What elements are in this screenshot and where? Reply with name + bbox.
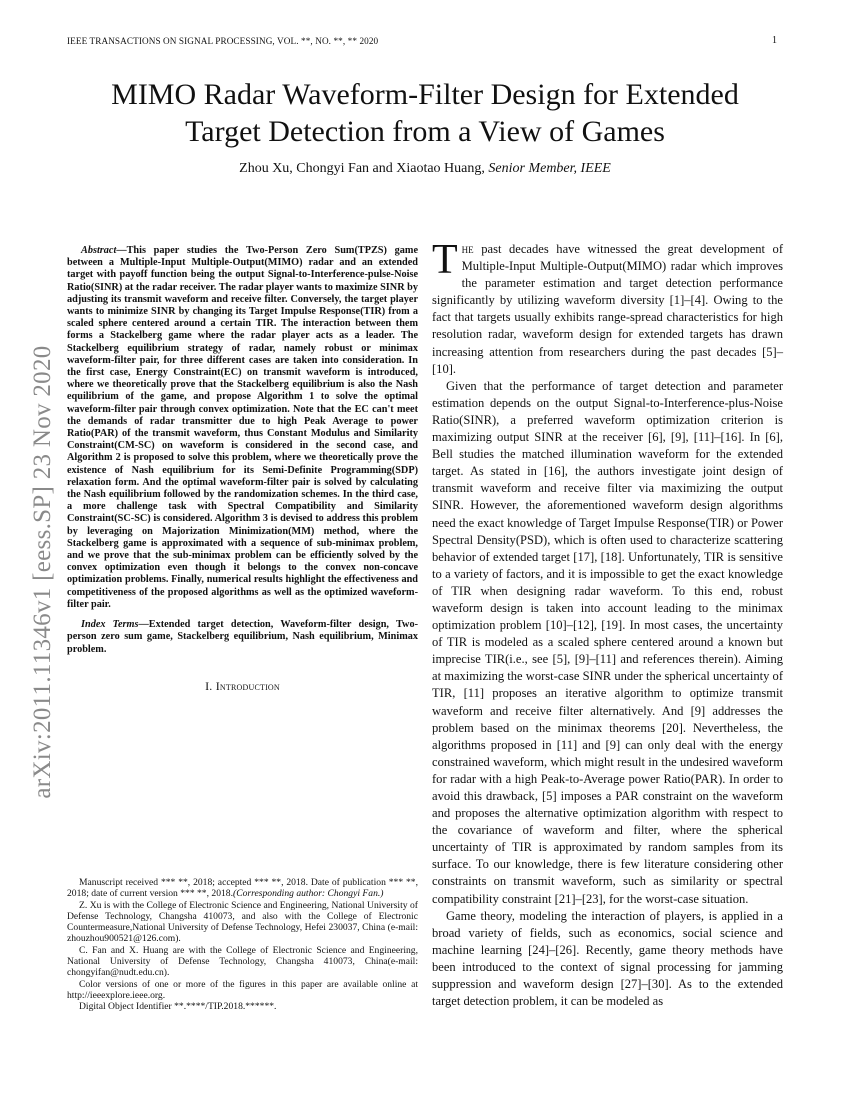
- author-list: [40, 161, 810, 177]
- section-number: I.: [205, 678, 216, 693]
- section-heading: [67, 679, 418, 694]
- intro-paragraph-3: Game theory, modeling the interaction of players, is applied in a broad variety of fields, such as economics, social science and machine learning [24]–[26]. Recently, game theory methods have been introduced to the context of signal processing for jamming suppression and waveform design [27]–[30]. As to the extended target detection problem, it can be modeled as: [432, 908, 783, 1009]
- footnote-corresponding: (Corresponding author: Chongyi Fan.): [233, 888, 384, 900]
- abstract-text: —This paper studies the Two-Person Zero Sum(TPZS) game between a Multiple-Input Multiple-Output(MIMO) radar and an extended target with payoff function being the output Signal-to-Interference-pulse-Noise Ratio(SINR) at the radar receiver. The radar player wants to maximize SINR by adjusting its transmit waveform and receive filter. Conversely, the target player wants to minimize SINR by changing its Target Impulse Response(TIR) from a scaled sphere centered around a certain TIR. The interaction between them forms a Stackelberg game where the radar player acts as a leader. The Stackelberg equilibrium strategy of radar, namely robust or minimax waveform-filter pair, for three different cases are taken into consideration. In the first case, Energy Constraint(EC) on transmit waveform is introduced, where we theoretically prove that the Stackelberg equilibrium is also the Nash equilibrium of the game, and propose Algorithm 1 to solve the optimal waveform-filter pair through convex optimization. Note that the EC can't meet the demands of radar transmitter due to high Peak Average to power Ratio(PAR) of the transmit waveform, thus Constant Modulus and Similarity Constraint(CM-SC) on waveform is considered in the second case, and Algorithm 2 is proposed to solve this problem, where we theoretically prove the existence of Nash equilibrium for its Semi-Definite Programming(SDP) relaxation form. And the optimal waveform-filter pair is solved by calculating the Nash equilibrium followed by the randomization schemes. In the third case, a more challenge task with Spectral Compatibility and Similarity Constraint(SC-SC) is considered. Algorithm 3 is devised to address this problem by leveraging on Majorization Minimization(MM) method, where the Stackelberg game is approximated with a sequence of sub-minimax problem, and we prove that the sub-minimax problem can be efficiently solved by the convex optimization even though it belongs to the convex non-concave optimization problems. Finally, numerical results highlight the effectiveness and competitiveness of the proposed algorithms as well as the optimized waveform-filter pair.: [67, 245, 418, 610]
- footnote-manuscript: Manuscript received *** **, 2018; accepted *** **, 2018. Date of publication *** **, 2018; date of current version *** **, 2018.(Corresponding author: Chongyi Fan.): [67, 877, 418, 900]
- right-column: [432, 237, 783, 1010]
- page-number: 1: [772, 35, 777, 46]
- section-title: Introduction: [215, 678, 280, 693]
- intro-paragraph-1: The past decades have witnessed the great development of Multiple-Input Multiple-Output(MIMO) radar which improves the parameter estimation and target detection performance significantly by utilizing waveform diversity [1]–[4]. Owing to the fact that targets usually exhibits range-spread characteristics for high resolution radar, waveform design for extended targets has drawn increasing attention from researchers during the past decades [5]–[10].: [432, 237, 783, 376]
- left-column: [67, 245, 418, 694]
- index-terms-label: Index Terms: [81, 619, 139, 631]
- footnote-doi: Digital Object Identifier **.****/TIP.2018.******.: [79, 1001, 277, 1013]
- author-names: Zhou Xu, Chongyi Fan and Xiaotao Huang,: [239, 161, 489, 176]
- abstract-label: Abstract: [81, 245, 117, 256]
- title-line-2: Target Detection from a View of Games: [185, 115, 665, 148]
- index-terms: [67, 619, 418, 656]
- footnotes: [67, 877, 418, 1013]
- running-header: IEEE TRANSACTIONS ON SIGNAL PROCESSING, VOL. **, NO. **, ** 2020: [67, 36, 379, 46]
- intro-lead-word: he: [461, 242, 474, 256]
- intro-paragraph-2: Given that the performance of target detection and parameter estimation depends on the output Signal-to-Interference-plus-Noise Ratio(SINR), a preferred waveform optimization criterion is maximizing output SINR at the receiver [6], [9], [11]–[16]. In [6], Bell studies the matched illumination waveform for the extended target. As stated in [16], the authors investigate joint design of transmit waveform and receive filter via maximizing the output SINR. However, the aforementioned waveform design algorithms need the exact knowledge of Target Impulse Response(TIR) or Power Spectral Density(PSD), which is often used to characterize scattering behavior of extended target [17], [18]. Unfortunately, TIR is sensitive to a variety of factors, and it is impossible to get the exact knowledge of TIR when designing radar waveform. To this end, robust waveform design is taken into account leading to the minimax optimization problem [10]–[12], [19]. In most cases, the uncertainty of TIR is modeled as a scaled sphere centered around a known but imprecise TIR(i.e., see [5], [9]–[11] and references therein). Aiming at maximizing the worst-case SINR under the spherical uncertainty of TIR, [11] proposes an iterative algorithm to optimize transmit waveform and receive filter alternatively. And [9] addresses the problem based on the minimax theorems [20]. Nevertheless, the algorithms proposed in [11] and [9] can only deal with the energy constrained waveform, which might result in the undesired waveform for radar with a high Peak-to-Average power Ratio(PAR). In order to avoid this drawback, [5] imposes a PAR constraint on the waveform and proposes the alternative optimization algorithm with respect to the covariance of waveform and filter, where the spherical uncertainty of TIR is approximated by random samples from its surface. To our knowledge, there is few literature considering other constraints on transmit waveform, such as similarity or spectral compatibility constraint [21]–[23], for the worst-case situation.: [432, 378, 783, 906]
- footnote-color-note: Color versions of one or more of the figures in this paper are available online at http://ieeexplore.ieee.org.: [67, 978, 418, 1001]
- paper-title: [40, 76, 810, 150]
- arxiv-stamp-text: arXiv:2011.11346v1 [eess.SP] 23 Nov 2020: [29, 345, 56, 799]
- abstract: [67, 245, 418, 611]
- arxiv-stamp: [24, 282, 62, 862]
- index-terms-text: —Extended target detection, Waveform-filter design, Two-person zero sum game, Stackelberg equilibrium, Nash equilibrium, Minimax problem.: [67, 619, 418, 655]
- author-membership: Senior Member, IEEE: [488, 161, 611, 176]
- drop-cap: T: [432, 237, 458, 283]
- footnote-affiliation-fan-huang: C. Fan and X. Huang are with the College of Electronic Science and Engineering, National University of Defense Technology, Changsha 410073, China(e-mail: chongyifan@nudt.edu.cn).: [67, 944, 418, 979]
- footnote-affiliation-xu: Z. Xu is with the College of Electronic Science and Engineering, National University of Defense Technology, Changsha 410073, and also with the College of Electronic Countermeasure,National University of Defense Technology, Hefei 230037, China (e-mail: zhouzhou900521@126.com).: [67, 899, 418, 945]
- title-line-1: MIMO Radar Waveform-Filter Design for Extended: [111, 78, 739, 111]
